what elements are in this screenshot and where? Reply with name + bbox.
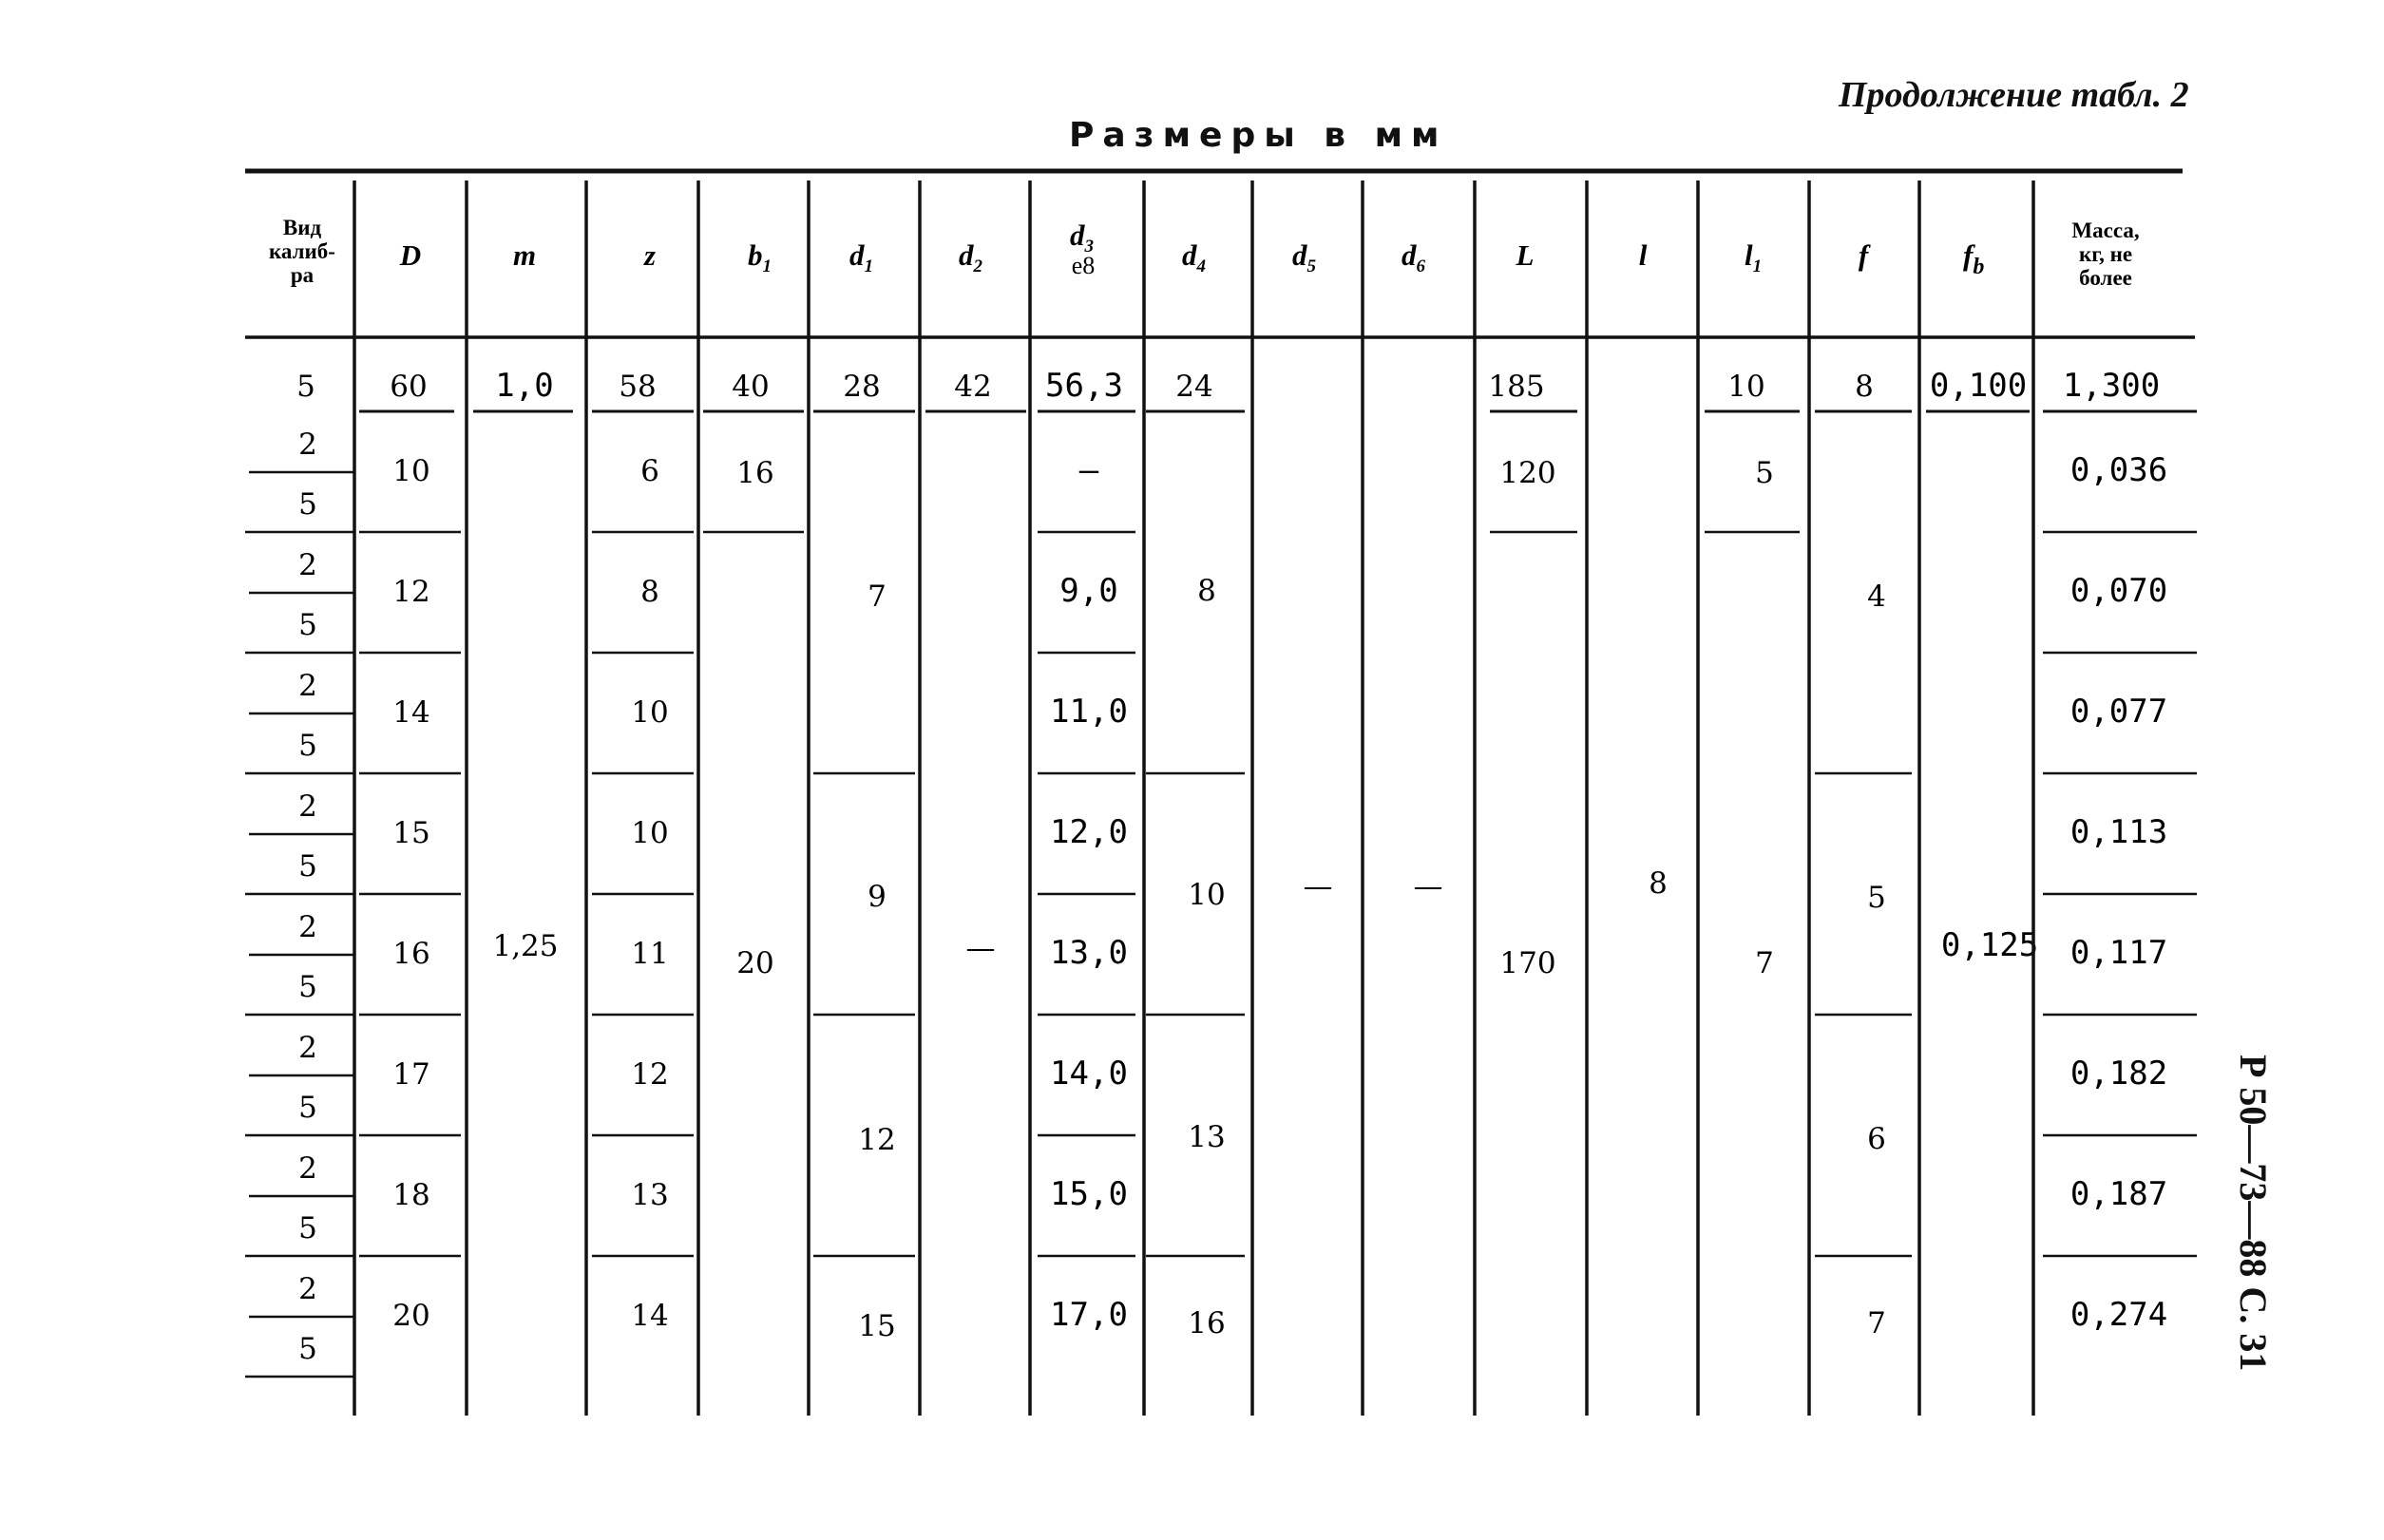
cell-b1: 40 xyxy=(732,370,770,404)
cell-l-merged: 8 xyxy=(1649,866,1668,901)
cell-z: 13 xyxy=(631,1178,669,1212)
cell-vid: 5 xyxy=(296,370,315,404)
cell-D: 10 xyxy=(392,454,430,488)
cell-vid-numerator: 2 xyxy=(298,910,317,944)
cell-f-merged: 6 xyxy=(1867,1122,1886,1156)
table-merged-cells xyxy=(492,456,2038,1343)
cell-D: 17 xyxy=(392,1057,430,1092)
header-d3-tolerance: e8 xyxy=(1071,252,1096,279)
cell-vid-denominator: 5 xyxy=(298,487,317,522)
cell-d1-merged: 9 xyxy=(868,880,887,914)
header-m: m xyxy=(512,238,537,272)
header-vid-line2: калиб- xyxy=(269,239,335,263)
cell-b1-merged: 20 xyxy=(736,946,774,980)
cell-l1: 5 xyxy=(1755,456,1774,490)
cell-z: 8 xyxy=(640,575,659,609)
cell-f-merged: 5 xyxy=(1867,881,1886,915)
cell-mass: 1,300 xyxy=(2062,367,2161,405)
header-d2: $d_2$ xyxy=(959,238,982,276)
cell-d1: 7 xyxy=(868,580,887,614)
cell-fb: 0,100 xyxy=(1929,367,2028,405)
cell-d4-merged: 10 xyxy=(1188,878,1226,912)
cell-d3: 17,0 xyxy=(1050,1296,1128,1334)
cell-b1: 16 xyxy=(736,456,774,490)
header-vid-line3: ра xyxy=(290,263,315,287)
header-f: f xyxy=(1858,238,1869,272)
cell-z: 12 xyxy=(631,1057,669,1092)
table-row xyxy=(249,428,2167,522)
table-rules xyxy=(245,171,2197,1416)
cell-d3: 12,0 xyxy=(1050,813,1128,851)
cell-l1-merged: 7 xyxy=(1755,946,1774,980)
cell-d4: 16 xyxy=(1188,1306,1226,1340)
cell-mass: 0,182 xyxy=(2069,1055,2168,1093)
cell-D: 20 xyxy=(392,1299,430,1333)
cell-D: 60 xyxy=(390,370,428,404)
cell-D: 14 xyxy=(392,695,430,730)
cell-d2-merged: — xyxy=(965,931,996,965)
table-row xyxy=(249,1031,2167,1125)
cell-z: 14 xyxy=(631,1299,669,1333)
table-row xyxy=(249,789,2167,884)
header-mass-line2: кг, не xyxy=(2078,242,2133,266)
cell-f-merged: 4 xyxy=(1867,580,1886,614)
header-mass-line1: Масса, xyxy=(2071,219,2140,242)
cell-vid-denominator: 5 xyxy=(298,970,317,1004)
cell-mass: 0,274 xyxy=(2069,1296,2168,1334)
cell-z: 10 xyxy=(631,816,669,850)
table-row xyxy=(249,669,2167,763)
header-l1: $l_1$ xyxy=(1745,238,1763,276)
cell-d3: 15,0 xyxy=(1050,1175,1128,1213)
cell-d3: 13,0 xyxy=(1050,934,1128,972)
cell-mass: 0,113 xyxy=(2069,813,2168,851)
cell-vid-denominator: 5 xyxy=(298,1211,317,1245)
cell-vid-denominator: 5 xyxy=(298,849,317,884)
cell-d1-merged: 12 xyxy=(858,1123,896,1157)
cell-z: 11 xyxy=(631,937,669,971)
cell-l1: 10 xyxy=(1727,370,1765,404)
cell-d3: — xyxy=(1078,451,1099,489)
header-d5: $d_5$ xyxy=(1292,238,1316,276)
cell-m-merged: 1,25 xyxy=(492,929,559,963)
cell-L-merged: 170 xyxy=(1499,946,1556,980)
header-d6: $d_6$ xyxy=(1402,238,1425,276)
cell-vid-numerator: 2 xyxy=(298,548,317,582)
cell-vid-denominator: 5 xyxy=(298,1091,317,1125)
cell-fb-merged: 0,125 xyxy=(1940,926,2039,964)
cell-z: 10 xyxy=(631,695,669,730)
cell-L: 120 xyxy=(1499,456,1556,490)
cell-z: 6 xyxy=(640,454,659,488)
header-fb: $f_b$ xyxy=(1963,238,1985,279)
header-D: D xyxy=(399,238,422,272)
header-l: l xyxy=(1638,238,1648,272)
header-L: L xyxy=(1516,238,1535,272)
cell-vid-numerator: 2 xyxy=(298,428,317,462)
cell-vid-numerator: 2 xyxy=(298,1031,317,1065)
header-d3: $d_3$ xyxy=(1070,219,1094,257)
header-vid-line1: Вид xyxy=(282,216,322,239)
cell-z: 58 xyxy=(619,370,657,404)
cell-vid-denominator: 5 xyxy=(298,608,317,642)
cell-D: 16 xyxy=(392,937,430,971)
cell-D: 18 xyxy=(392,1178,430,1212)
cell-mass: 0,187 xyxy=(2069,1175,2168,1213)
cell-f: 7 xyxy=(1867,1306,1886,1340)
cell-D: 15 xyxy=(392,816,430,850)
cell-L: 185 xyxy=(1488,370,1545,404)
cell-vid-denominator: 5 xyxy=(298,729,317,763)
cell-d6-merged: — xyxy=(1413,869,1443,903)
cell-mass: 0,036 xyxy=(2069,451,2168,489)
standard-page-label: Р 50—73—88 С. 31 xyxy=(2232,1055,2275,1372)
cell-d2: 42 xyxy=(954,370,992,404)
cell-d5-merged: — xyxy=(1303,869,1333,903)
table-header xyxy=(269,216,2140,290)
cell-vid-denominator: 5 xyxy=(298,1332,317,1366)
header-mass-line3: более xyxy=(2079,266,2132,290)
cell-d3: 11,0 xyxy=(1050,693,1128,731)
header-d4: $d_4$ xyxy=(1182,238,1206,276)
cell-f: 8 xyxy=(1855,370,1874,404)
table-row xyxy=(249,1151,2167,1245)
header-z: z xyxy=(643,238,657,272)
cell-D: 12 xyxy=(392,575,430,609)
cell-vid-numerator: 2 xyxy=(298,1151,317,1186)
cell-d3: 9,0 xyxy=(1059,572,1118,610)
cell-d4: 24 xyxy=(1175,370,1213,404)
cell-d3: 14,0 xyxy=(1050,1055,1128,1093)
cell-vid-numerator: 2 xyxy=(298,1272,317,1306)
cell-d1: 15 xyxy=(858,1309,896,1343)
cell-mass: 0,077 xyxy=(2069,693,2168,731)
cell-d4-merged: 8 xyxy=(1197,574,1216,608)
cell-m: 1,0 xyxy=(495,367,554,405)
cell-vid-numerator: 2 xyxy=(298,789,317,824)
table-row xyxy=(296,367,2160,405)
cell-d1: 28 xyxy=(843,370,881,404)
units-caption: Размеры в мм xyxy=(1069,116,1448,155)
cell-d3: 56,3 xyxy=(1045,367,1123,405)
cell-mass: 0,117 xyxy=(2069,934,2168,972)
header-b1: $b_1$ xyxy=(748,238,772,276)
cell-d4-merged: 13 xyxy=(1188,1120,1226,1154)
header-d1: $d_1$ xyxy=(849,238,873,276)
cell-mass: 0,070 xyxy=(2069,572,2168,610)
cell-vid-numerator: 2 xyxy=(298,669,317,703)
continuation-label: Продолжение табл. 2 xyxy=(1839,75,2189,115)
